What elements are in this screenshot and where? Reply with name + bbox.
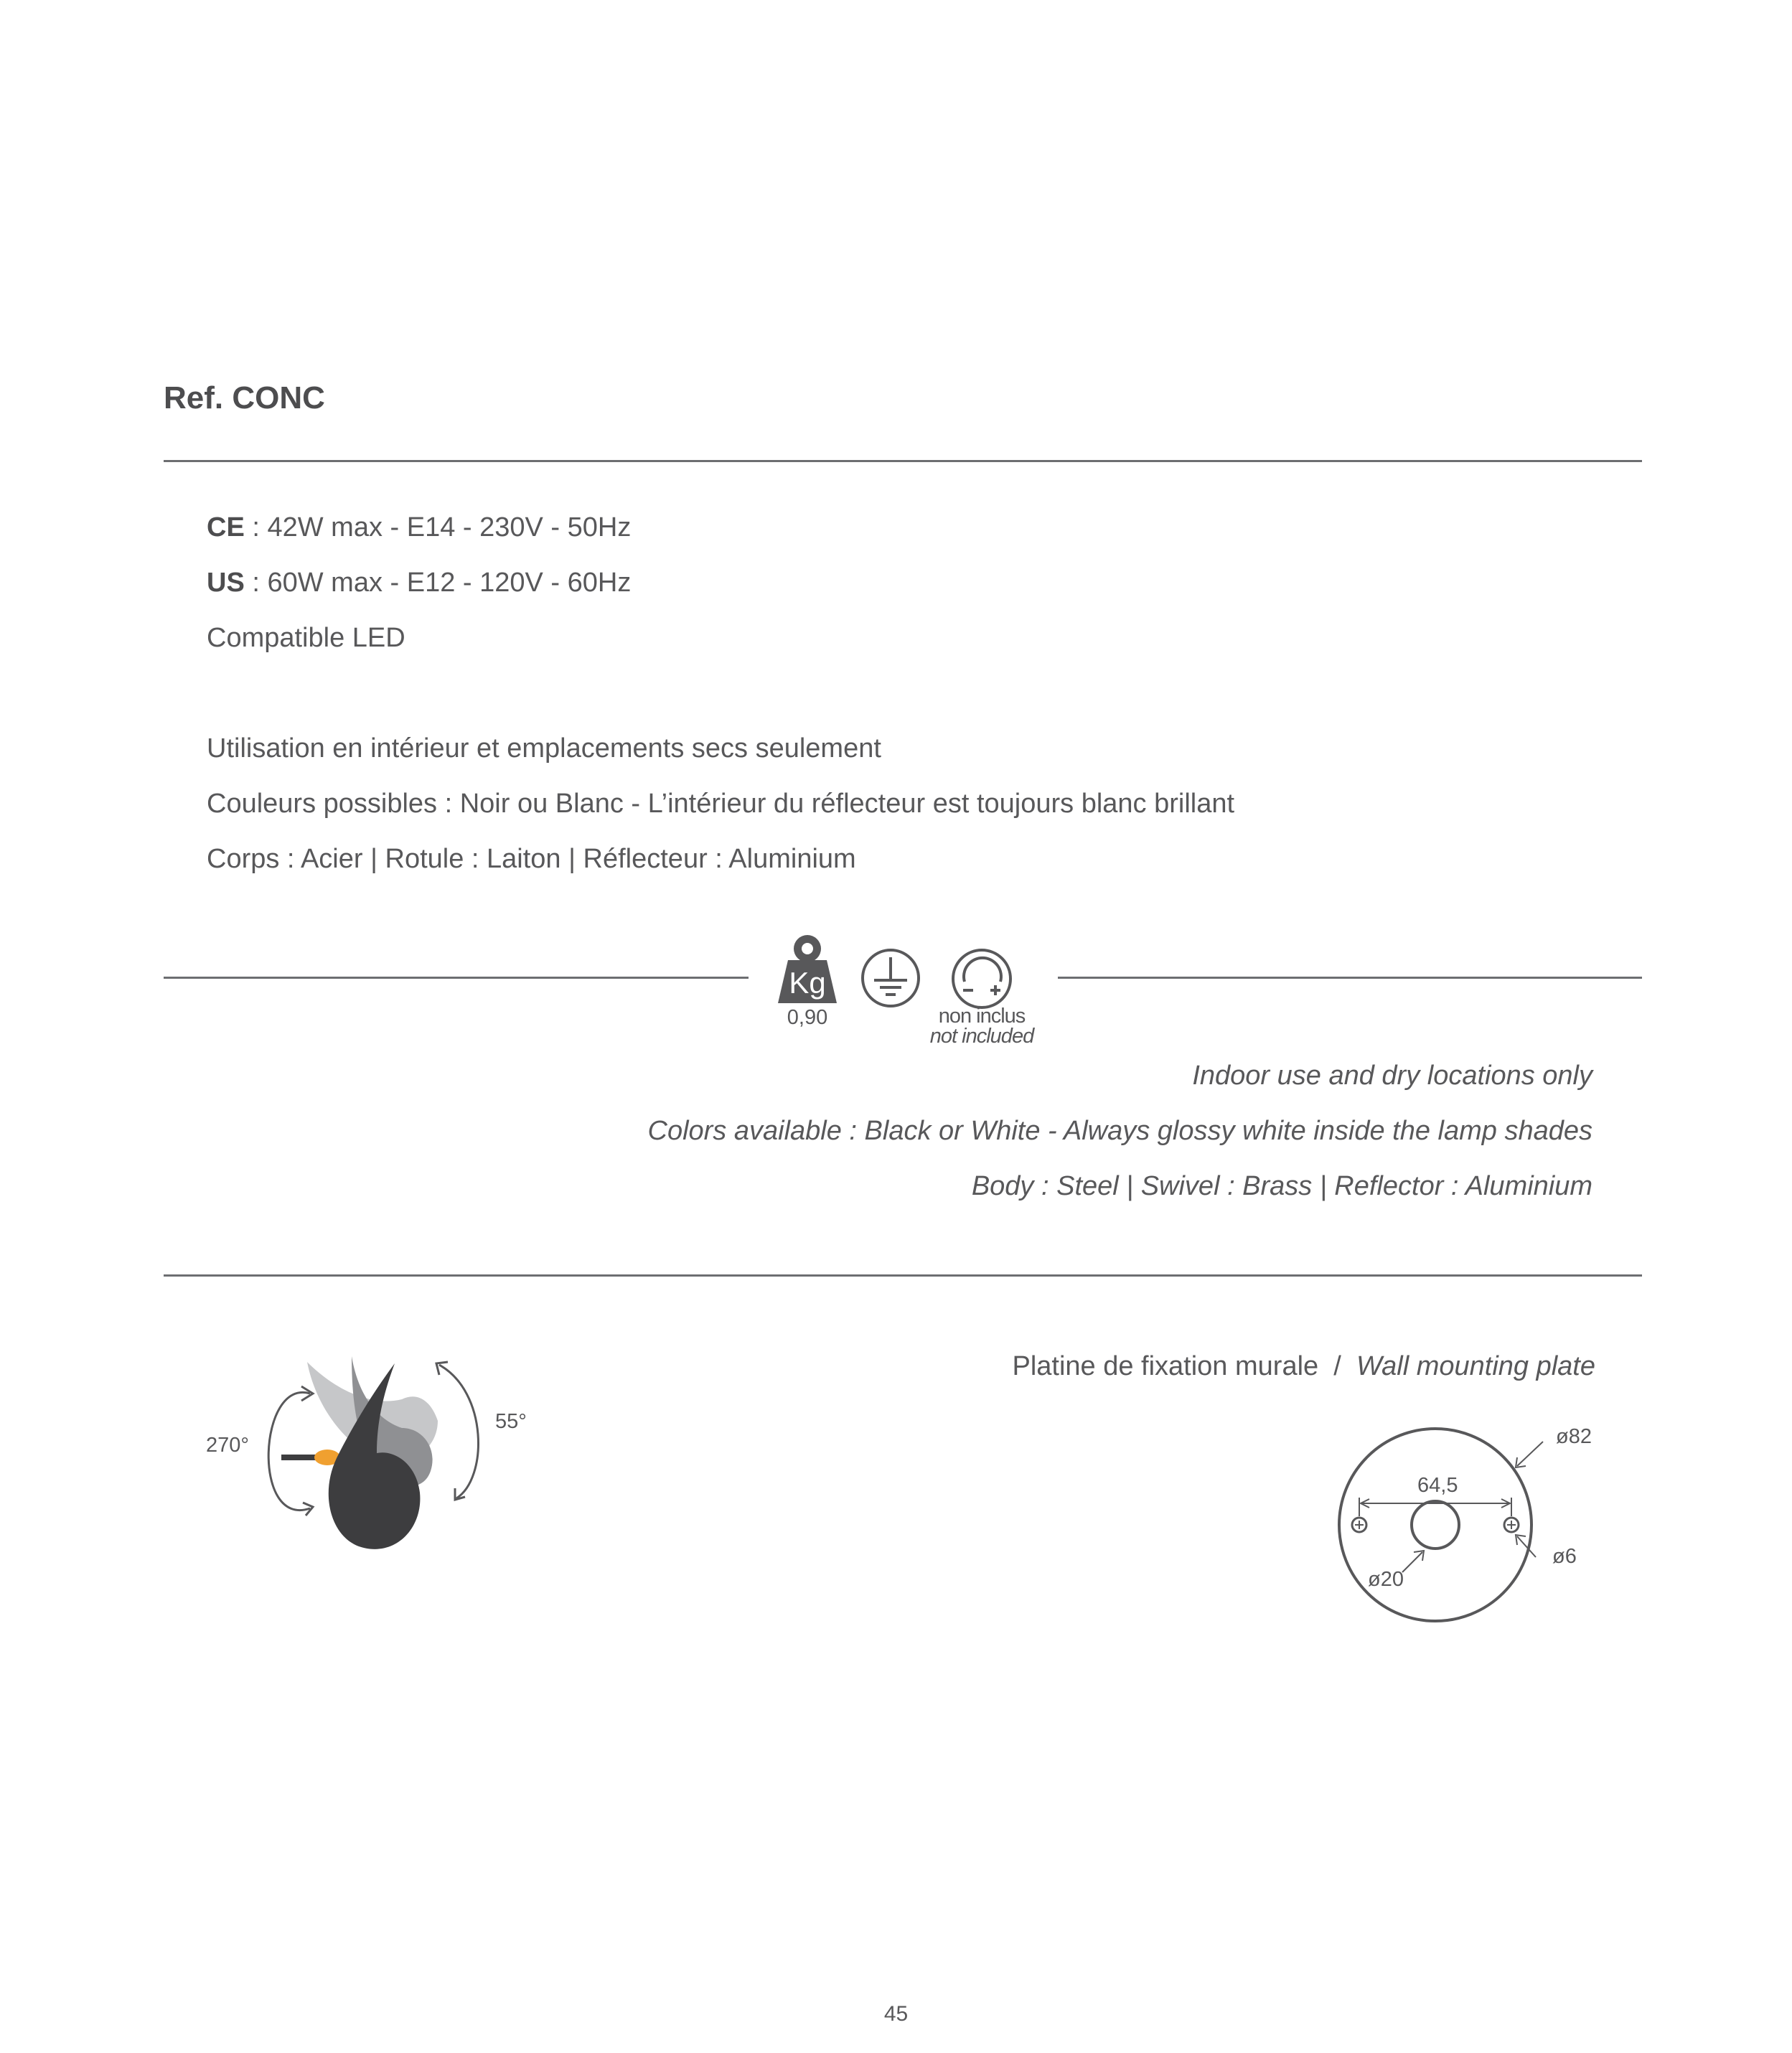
english-materials: Body : Steel | Swivel : Brass | Reflector : Aluminium [971, 1171, 1592, 1201]
title-divider [164, 460, 1642, 462]
weight-icon [775, 933, 840, 1005]
weight-unit: Kg [789, 966, 826, 1000]
section-divider [164, 1274, 1642, 1277]
spec-ce-label: CE [207, 512, 245, 542]
english-colors: Colors available : Black or White - Always glossy white inside the lamp shades [647, 1116, 1592, 1146]
page-number: 45 [883, 2002, 909, 2026]
weight-value: 0,90 [787, 1006, 828, 1029]
rotation-horizontal-label: 270° [206, 1434, 249, 1457]
page-title: Ref. CONC [164, 380, 325, 415]
spec-ce [207, 512, 631, 543]
spec-us-value: : 60W max - E12 - 120V - 60Hz [244, 568, 632, 598]
spec-led: Compatible LED [207, 623, 405, 653]
mounting-plate-title [1012, 1351, 1595, 1382]
plate-outer-diameter: ø82 [1556, 1425, 1592, 1448]
plate-hole-spacing: 64,5 [1417, 1474, 1458, 1497]
spec-ce-value: : 42W max - E14 - 230V - 50Hz [244, 512, 632, 542]
mounting-plate-title-fr: Platine de fixation murale [1012, 1351, 1319, 1381]
dimmer-label-fr: non inclus [938, 1005, 1026, 1028]
plate-center-diameter: ø20 [1368, 1568, 1404, 1591]
icon-row-divider-right [1058, 977, 1642, 979]
earth-ground-icon [860, 947, 921, 1009]
mounting-plate-title-en: Wall mounting plate [1356, 1351, 1595, 1381]
icon-row-divider-left [164, 977, 749, 979]
lamp-rotation-illustration [251, 1349, 524, 1572]
french-usage: Utilisation en intérieur et emplacements secs seulement [207, 733, 881, 764]
french-colors: Couleurs possibles : Noir ou Blanc - L’intérieur du réflecteur est toujours blanc brillant [207, 789, 1235, 819]
dimmer-label-en: not included [929, 1025, 1034, 1048]
mounting-plate-title-separator: / [1318, 1351, 1356, 1381]
spec-us [207, 568, 631, 598]
rotation-vertical-label: 55° [495, 1410, 527, 1433]
english-usage: Indoor use and dry locations only [1192, 1061, 1592, 1091]
french-materials: Corps : Acier | Rotule : Laiton | Réflecteur : Aluminium [207, 844, 856, 874]
spec-us-label: US [207, 568, 245, 598]
plate-hole-diameter: ø6 [1552, 1545, 1577, 1568]
mounting-plate-diagram [1328, 1417, 1572, 1632]
dimmer-icon [949, 946, 1015, 1012]
